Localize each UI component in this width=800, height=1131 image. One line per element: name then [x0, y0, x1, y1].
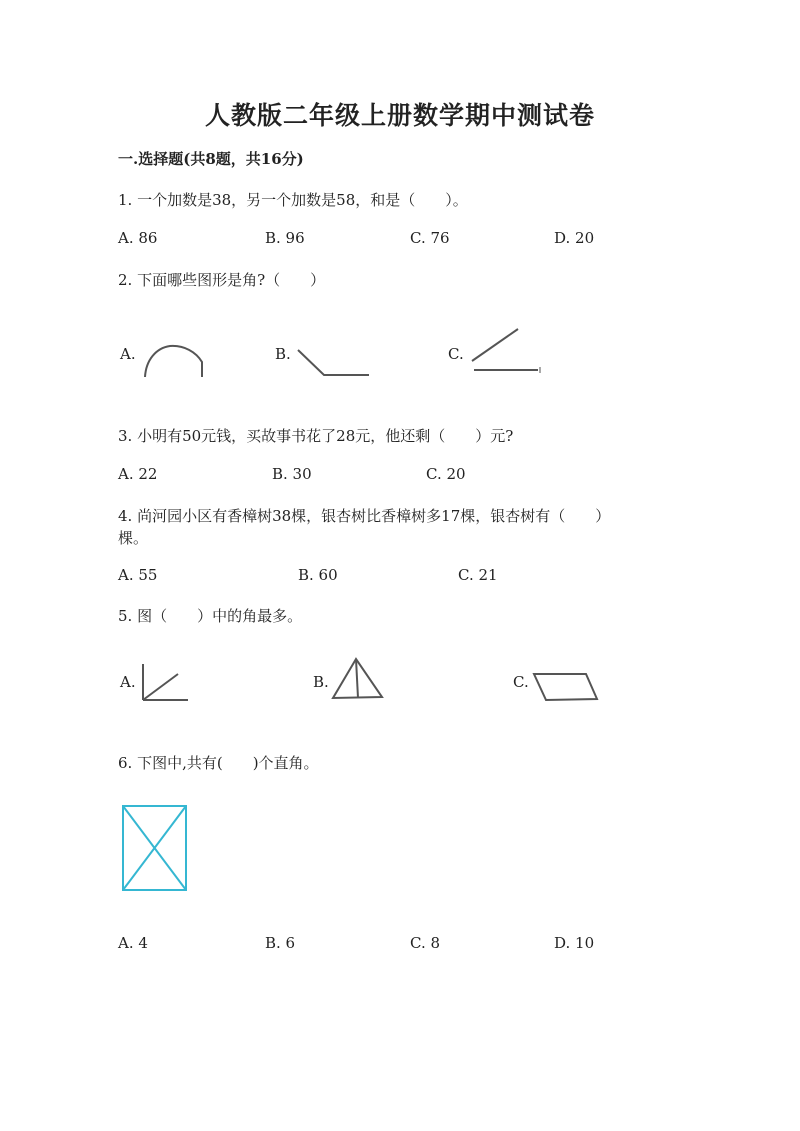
- question-1: 1. 一个加数是38，另一个加数是58，和是（ ）。: [118, 191, 468, 209]
- q3-option-c[interactable]: C. 20: [426, 465, 466, 483]
- q2-option-b[interactable]: B.: [275, 345, 291, 363]
- q5-figure-c-parallelogram: [530, 670, 602, 704]
- q3-option-a[interactable]: A. 22: [118, 465, 158, 483]
- section-heading: 一.选择题(共8题，共16分): [118, 150, 304, 168]
- q1-option-c[interactable]: C. 76: [410, 229, 450, 247]
- question-4-line-2: 棵。: [118, 529, 149, 547]
- q2-option-c[interactable]: C.: [448, 345, 464, 363]
- q5-figure-a-angles: [140, 662, 192, 704]
- q1-option-b[interactable]: B. 96: [265, 229, 305, 247]
- q6-option-c[interactable]: C. 8: [410, 934, 441, 952]
- question-4-line-1: 4. 尚河园小区有香樟树38棵，银杏树比香樟树多17棵，银杏树有（ ）: [118, 507, 611, 525]
- question-5: 5. 图（ ）中的角最多。: [118, 607, 303, 625]
- question-6: 6. 下图中,共有( )个直角。: [118, 754, 319, 772]
- q6-option-d[interactable]: D. 10: [554, 934, 595, 952]
- q1-option-d[interactable]: D. 20: [554, 229, 595, 247]
- q2-option-a[interactable]: A.: [120, 345, 136, 363]
- q4-option-a[interactable]: A. 55: [118, 566, 158, 584]
- q2-figure-b-angle: [296, 345, 376, 380]
- q1-option-a[interactable]: A. 86: [118, 229, 158, 247]
- q6-option-a[interactable]: A. 4: [118, 934, 148, 952]
- q4-option-b[interactable]: B. 60: [298, 566, 338, 584]
- q3-option-b[interactable]: B. 30: [272, 465, 312, 483]
- q2-figure-a-arc: [140, 340, 210, 382]
- q6-figure-rectangle: [120, 804, 190, 894]
- question-2: 2. 下面哪些图形是角?（ ）: [118, 271, 326, 289]
- page-title: 人教版二年级上册数学期中测试卷: [204, 101, 595, 130]
- q5-figure-b-triangle: [330, 655, 388, 705]
- q4-option-c[interactable]: C. 21: [458, 566, 498, 584]
- q5-option-c[interactable]: C.: [513, 673, 529, 691]
- q6-option-b[interactable]: B. 6: [265, 934, 296, 952]
- question-3: 3. 小明有50元钱，买故事书花了28元，他还剩（ ）元?: [118, 427, 514, 445]
- q5-option-a[interactable]: A.: [120, 673, 136, 691]
- q5-option-b[interactable]: B.: [313, 673, 329, 691]
- q2-figure-c-lines: [468, 326, 548, 376]
